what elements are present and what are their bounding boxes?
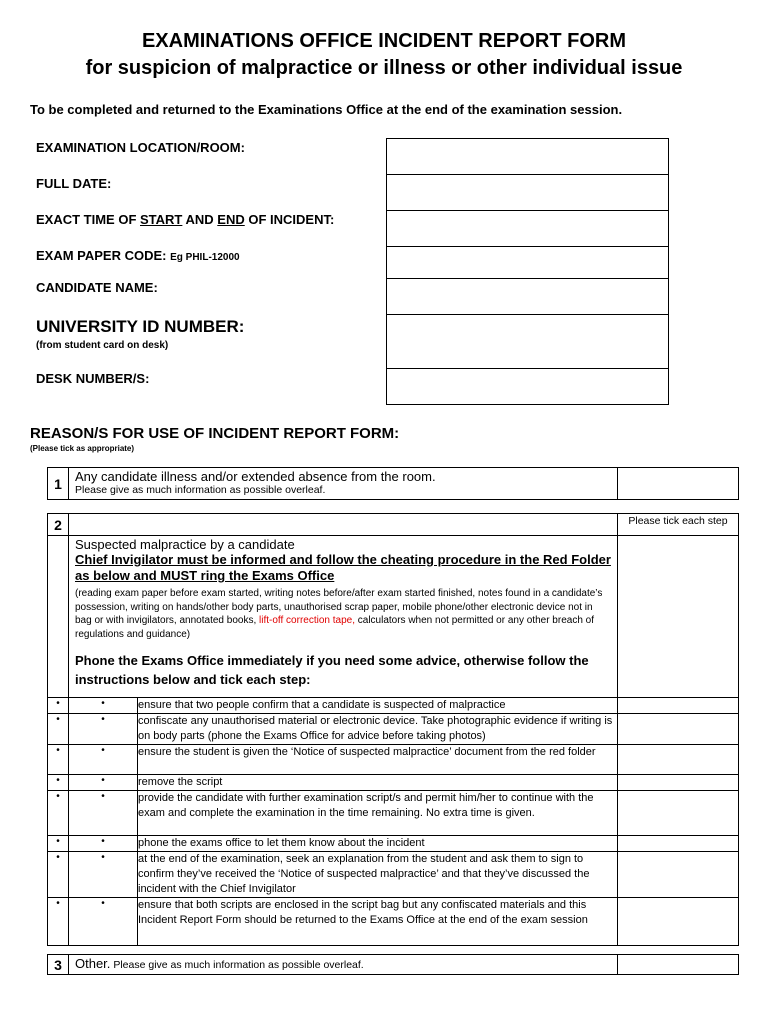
step6-bullet: •	[69, 836, 138, 852]
reason2-phone-advice: Phone the Exams Office immediately if you need some advice, otherwise follow the instructions below and tick each step:	[75, 653, 589, 687]
step8-bullet-outer: •	[48, 898, 69, 946]
reason3-note: Please give as much information as possible overleaf.	[110, 959, 364, 971]
reason3-title: Other.	[75, 956, 111, 971]
step5-tick-box[interactable]	[618, 791, 739, 836]
reasons-note: (Please tick as appropriate)	[30, 444, 135, 453]
reason3-table	[47, 954, 739, 975]
reason2-table	[47, 513, 739, 946]
step3-bullet: •	[69, 745, 138, 775]
step1-bullet-outer: •	[48, 698, 69, 714]
university-id-field[interactable]	[386, 314, 669, 369]
step1-tick-box[interactable]	[618, 698, 739, 714]
form-subtitle: for suspicion of malpractice or illness or other individual issue	[85, 57, 683, 79]
step6-text: phone the exams office to let them know about the incident	[138, 836, 618, 852]
reason1-table	[47, 467, 739, 500]
reasons-heading: REASON/S FOR USE OF INCIDENT REPORT FORM:	[30, 425, 400, 442]
time-field[interactable]	[386, 210, 669, 247]
step1-bullet: •	[69, 698, 138, 714]
step5-text: provide the candidate with further examination script/s and permit him/her to continue with the exam and complete the examination in the time remaining. No extra time is given.	[138, 791, 618, 836]
step8-text: ensure that both scripts are enclosed in the script bag but any confiscated materials and this Incident Report Form should be returned to the Exams Office at the end of the exam session	[138, 898, 618, 946]
step6-tick-box[interactable]	[618, 836, 739, 852]
step2-bullet: •	[69, 714, 138, 745]
university-id-note: (from student card on desk)	[36, 340, 169, 351]
step4-text: remove the script	[138, 775, 618, 791]
desk-field[interactable]	[386, 368, 669, 405]
reason1-note: Please give as much information as possible overleaf.	[75, 484, 326, 496]
reason2-title: Suspected malpractice by a candidate	[75, 537, 295, 552]
step1-text: ensure that two people confirm that a candidate is suspected of malpractice	[138, 698, 618, 714]
date-field[interactable]	[386, 174, 669, 211]
step3-tick-box[interactable]	[618, 745, 739, 775]
step3-text: ensure the student is given the ‘Notice of suspected malpractice’ document from the red folder	[138, 745, 618, 775]
paper-code-label: EXAM PAPER CODE: Eg PHIL-12000	[36, 248, 240, 263]
paper-code-field[interactable]	[386, 246, 669, 279]
step7-tick-box[interactable]	[618, 852, 739, 898]
step7-text: at the end of the examination, seek an explanation from the student and ask them to sign to confirm they’ve received the ‘Notice of suspected malpractice’ and that they’ve discussed the incident with the Chief Invigilator	[138, 852, 618, 898]
location-label: EXAMINATION LOCATION/ROOM:	[36, 140, 245, 155]
reason2-number: 2	[48, 514, 69, 536]
step4-tick-box[interactable]	[618, 775, 739, 791]
reason2-examples: (reading exam paper before exam started, writing notes before/after exam started finished, notes found in a candidate’s possession, writing on hands/other body parts, unauthorised scrap paper, mobile phone/other electronic device not in bag or with invigilators, annotated books, lift-off correction tape, calculators when not permitted or any other breach of regulations and guidance)	[75, 588, 603, 640]
intro-text: To be completed and returned to the Examinations Office at the end of the examination session.	[30, 102, 623, 117]
reason1-tick-box[interactable]	[618, 468, 739, 500]
step5-bullet-outer: •	[48, 791, 69, 836]
reason3-number: 3	[48, 955, 69, 975]
date-label: FULL DATE:	[36, 176, 112, 191]
reason1-title: Any candidate illness and/or extended absence from the room.	[75, 469, 436, 484]
desk-label: DESK NUMBER/S:	[36, 371, 150, 386]
reason2-instruction: Chief Invigilator must be informed and follow the cheating procedure in the Red Folder as below and MUST ring the Exams Office	[75, 552, 611, 583]
step2-bullet-outer: •	[48, 714, 69, 745]
step6-bullet-outer: •	[48, 836, 69, 852]
step2-text: confiscate any unauthorised material or electronic device. Take photographic evidence if writing is on body parts (phone the Exams Office for advice before taking photos)	[138, 714, 618, 745]
time-label: EXACT TIME OF START AND END OF INCIDENT:	[36, 212, 335, 227]
candidate-name-label: CANDIDATE NAME:	[36, 280, 158, 295]
step4-bullet-outer: •	[48, 775, 69, 791]
reason2-tick-box[interactable]	[618, 536, 739, 698]
tick-each-step-header: Please tick each step	[618, 514, 739, 536]
step3-bullet-outer: •	[48, 745, 69, 775]
reason1-number: 1	[48, 468, 69, 500]
step2-tick-box[interactable]	[618, 714, 739, 745]
reason3-tick-box[interactable]	[618, 955, 739, 975]
step8-tick-box[interactable]	[618, 898, 739, 946]
step8-bullet: •	[69, 898, 138, 946]
step4-bullet: •	[69, 775, 138, 791]
candidate-name-field[interactable]	[386, 278, 669, 315]
step7-bullet-outer: •	[48, 852, 69, 898]
step7-bullet: •	[69, 852, 138, 898]
location-field[interactable]	[386, 138, 669, 175]
step5-bullet: •	[69, 791, 138, 836]
university-id-label: UNIVERSITY ID NUMBER:	[36, 317, 245, 336]
form-title: EXAMINATIONS OFFICE INCIDENT REPORT FORM	[141, 30, 627, 52]
